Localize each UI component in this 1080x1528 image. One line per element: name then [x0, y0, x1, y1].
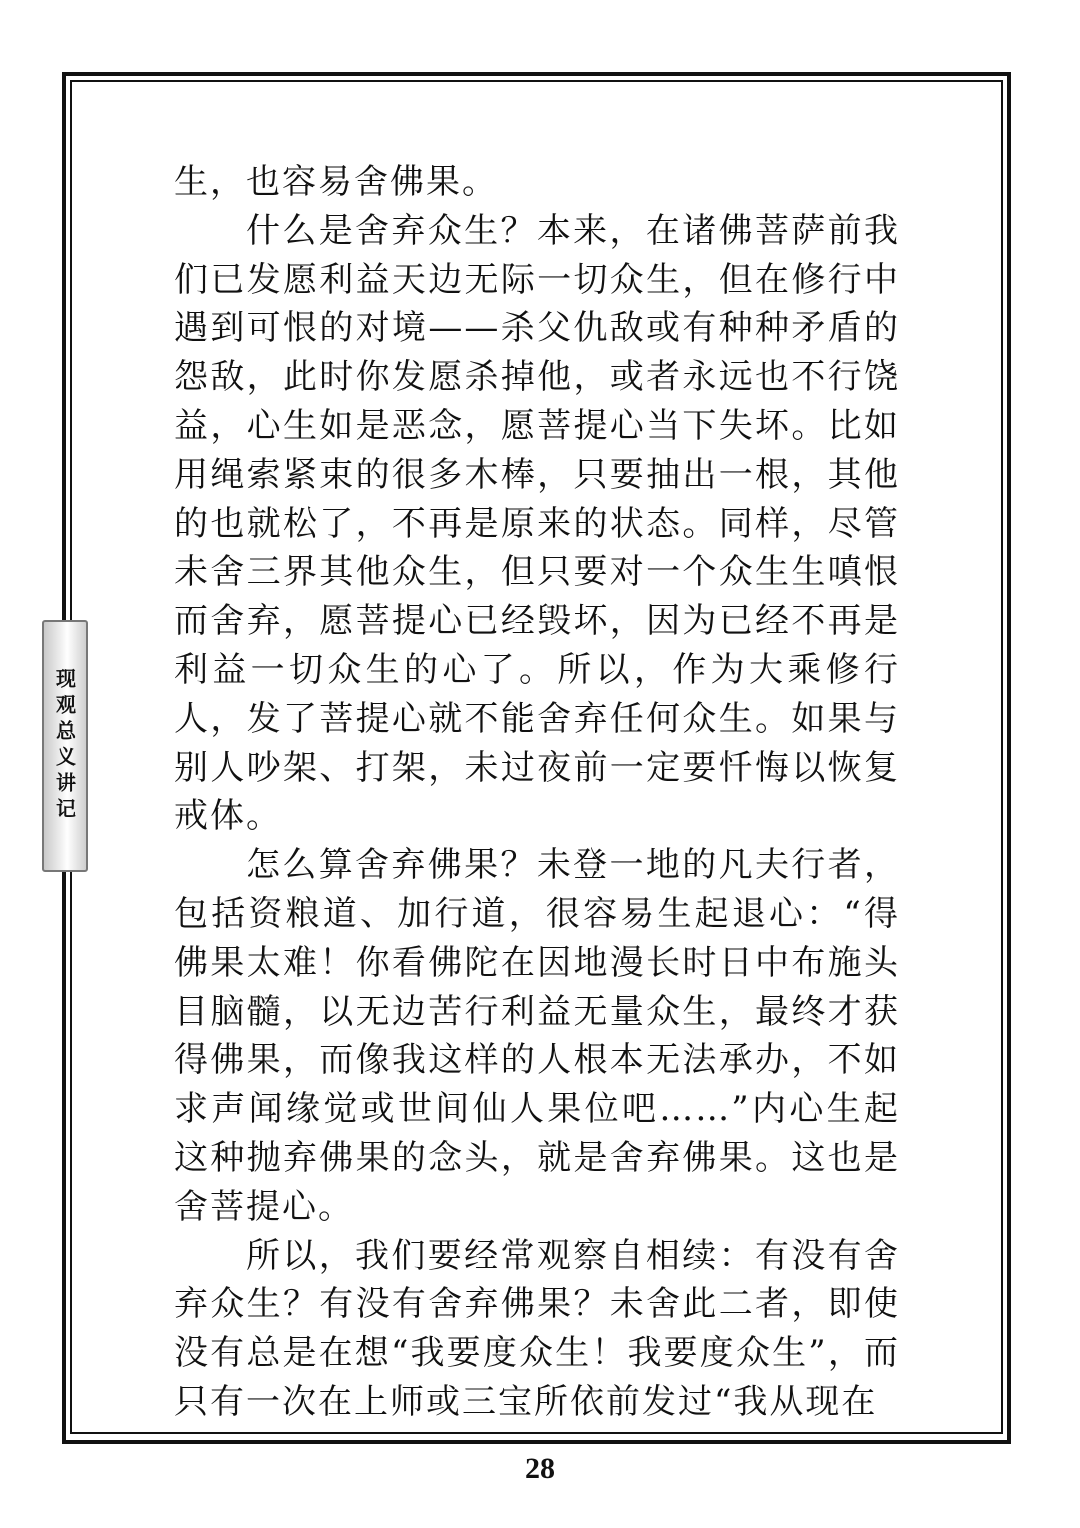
- side-tab: [42, 620, 88, 872]
- page-frame-inner-right: [1001, 80, 1003, 1434]
- paragraph-1: 生，也容易舍佛果。: [174, 162, 498, 202]
- page-frame-outer-bottom: [62, 1440, 1011, 1444]
- page-frame-outer-right: [1007, 72, 1011, 1444]
- body-text: [174, 158, 900, 1427]
- page-frame-outer-top: [62, 72, 1011, 76]
- side-tab-title: 现观总义讲记: [52, 668, 77, 824]
- paragraph-4: 所以，我们要经常观察自相续：有没有舍弃众生？有没有舍弃佛果？未舍此二者，即使没有总是在想“我要度众生！我要度众生”，而只有一次在上师或三宝所依前发过“我从现在: [174, 1235, 900, 1422]
- page-number: 28: [525, 1452, 555, 1485]
- page-frame-inner-bottom: [70, 1432, 1003, 1434]
- page-frame-inner-top: [70, 80, 1003, 82]
- paragraph-2: 什么是舍弃众生？本来，在诸佛菩萨前我们已发愿利益天边无际一切众生，但在修行中遇到可恨的对境——杀父仇敌或有种种矛盾的怨敌，此时你发愿杀掉他，或者永远也不行饶益，心生如是恶念，愿菩提心当下失坏。比如用绳索紧束的很多木棒，只要抽出一根，其他的也就松了，不再是原来的状态。同样，尽管未舍三界其他众生，但只要对一个众生生嗔恨而舍弃，愿菩提心已经毁坏，因为已经不再是利益一切众生的心了。所以，作为大乘修行人，发了菩提心就不能舍弃任何众生。如果与别人吵架、打架，未过夜前一定要忏悔以恢复戒体。: [174, 210, 900, 837]
- paragraph-3: 怎么算舍弃佛果？未登一地的凡夫行者，包括资粮道、加行道，很容易生起退心：“得佛果太难！你看佛陀在因地漫长时日中布施头目脑髓，以无边苦行利益无量众生，最终才获得佛果，而像我这样的人根本无法承办，不如求声闻缘觉或世间仙人果位吧……”内心生起这种抛弃佛果的念头，就是舍弃佛果。这也是舍菩提心。: [174, 845, 900, 1227]
